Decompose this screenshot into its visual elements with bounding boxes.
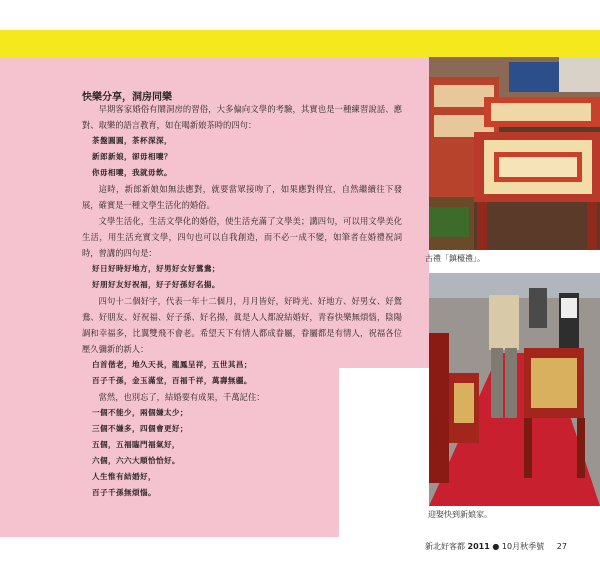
poem-line: 新郎新娘，卻毋相嘍？ bbox=[92, 152, 172, 161]
magazine-name: 新北好客都 bbox=[425, 542, 465, 551]
page-footer bbox=[425, 541, 567, 552]
article-heading: 快樂分享，洞房同樂 bbox=[82, 92, 172, 103]
poem-line: 三個不嫌多，四個會更好； bbox=[92, 424, 188, 433]
footer-year: 2011 bbox=[467, 542, 490, 551]
paragraph-5: 當然，也別忘了，結婚要有成果，千萬記住： bbox=[98, 392, 265, 402]
poem-line: 白首偕老，地久天長，龍鳳呈祥，五世其昌； bbox=[92, 360, 252, 369]
bullet-icon: ● bbox=[492, 542, 500, 551]
poem-line: 五個，五福臨門福氣好， bbox=[92, 440, 180, 449]
photo-caption-2: 迎娶快到新娘家。 bbox=[428, 510, 492, 519]
poem-line: 百子千孫，金玉滿堂，百福千祥，萬壽無疆。 bbox=[92, 376, 252, 385]
poem-line: 好日好時好地方，好男好女好鴛鴦； bbox=[92, 264, 220, 273]
paragraph-1: 早期客家婚俗有鬧洞房的習俗，大多偏向文學的考驗，其實也是一種練習說話、應對、取樂的語言教育，如在喝新娘茶時的四句： bbox=[82, 104, 402, 130]
paragraph-2: 這時，新郎新娘如無法應對，就要當眾接吻了，如果應對得宜，自然繼續往下發展，確實是一種文學生活化的婚俗。 bbox=[82, 184, 402, 210]
footer-issue: 10月秋季號 bbox=[501, 542, 545, 551]
poem-line: 六個，六六大順恰恰好。 bbox=[92, 456, 180, 465]
page-number: 27 bbox=[556, 542, 567, 551]
poem-line: 百子千孫無煩惱。 bbox=[92, 488, 156, 497]
wedding-procession-photo bbox=[429, 273, 600, 506]
paragraph-4: 四句十二個好字，代表一年十二個月，月月皆好，好時光、好地方、好男女、好鴛鴦、好朋友、好祝福、好子孫、好名揚，眞是人人都說結婚好，青春快樂無煩惱，陰陽調和幸福多，比翼雙飛不會老。希望天下有情人都成眷屬，眷屬都是有情人，祝福各位壓久彌新的新人： bbox=[82, 296, 402, 354]
poem-line: 好朋好友好祝福，好子好孫好名揚。 bbox=[92, 280, 220, 289]
article-body bbox=[82, 101, 402, 501]
poem-line: 你毋相嘍，我就毋飲。 bbox=[92, 168, 172, 177]
poem-line: 一個不能少，兩個嫌太少； bbox=[92, 408, 188, 417]
poem-line: 人生惟有結婚好， bbox=[92, 472, 156, 481]
wedding-boxes-photo bbox=[429, 57, 600, 250]
poem-line: 茶盤圓圓，茶杯深深， bbox=[92, 136, 172, 145]
top-yellow-band bbox=[0, 30, 600, 57]
photo-caption-1: 古禮「鎮檯禮」。 bbox=[425, 254, 485, 263]
paragraph-3: 文學生活化，生活文學化的婚俗，使生活充滿了文學美；講四句，可以用文學美化生活，用生活充實文學，四句也可以自我創造，而不必一成不變，如筆者在婚禮祝詞時，曾講的四句是： bbox=[82, 216, 402, 258]
